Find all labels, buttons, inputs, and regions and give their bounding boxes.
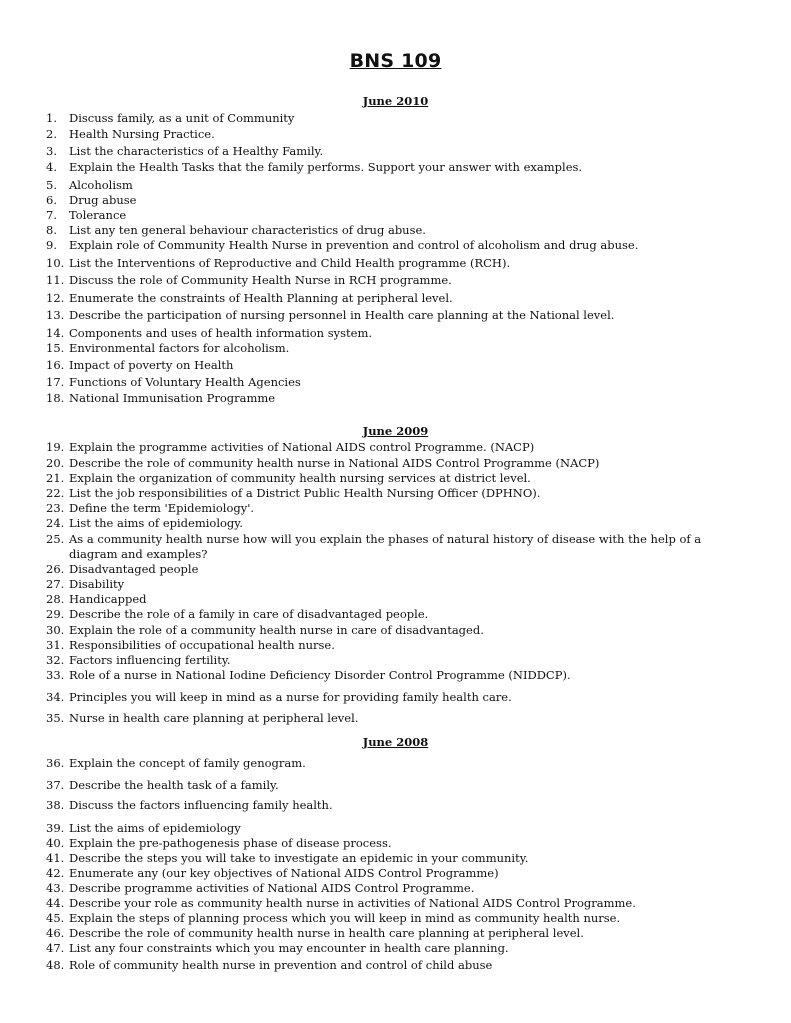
- question-text: Disability: [69, 577, 125, 591]
- question-number: 26.: [46, 562, 65, 576]
- question-text: Principles you will keep in mind as a nurse for providing family health care.: [69, 690, 512, 704]
- question-item: [46, 592, 746, 607]
- question-text: Discuss family, as a unit of Community: [69, 111, 295, 125]
- question-item: [46, 653, 746, 668]
- question-item: [46, 471, 746, 486]
- question-item: [46, 881, 746, 896]
- question-number: 37.: [46, 778, 65, 792]
- question-number: 35.: [46, 711, 65, 725]
- question-text: Describe the steps you will take to investigate an epidemic in your community.: [69, 851, 529, 865]
- question-item: [46, 607, 746, 622]
- question-item: [46, 456, 746, 471]
- question-text: List the aims of epidemiology.: [69, 516, 243, 530]
- question-text: Explain the pre-pathogenesis phase of disease process.: [69, 836, 392, 850]
- question-number: 44.: [46, 896, 65, 910]
- question-number: 15.: [46, 341, 65, 355]
- question-number: 30.: [46, 623, 65, 637]
- question-text: Alcoholism: [69, 178, 133, 192]
- question-number: 40.: [46, 836, 65, 850]
- question-item: [46, 638, 746, 653]
- question-text: Describe the role of community health nurse in National AIDS Control Programme (NACP): [69, 456, 600, 470]
- question-item: [46, 341, 746, 356]
- question-number: 2.: [46, 127, 57, 141]
- question-text: List the characteristics of a Healthy Family.: [69, 144, 324, 158]
- question-text: List any ten general behaviour characteristics of drug abuse.: [69, 223, 426, 237]
- question-number: 23.: [46, 501, 65, 515]
- question-text: Describe the participation of nursing personnel in Health care planning at the National level.: [69, 308, 615, 322]
- question-text: As a community health nurse how will you explain the phases of natural history of disease with the help of a diagram and examples?: [69, 532, 702, 562]
- question-item: [46, 486, 746, 501]
- question-item: [46, 756, 746, 771]
- question-item: [46, 223, 746, 238]
- question-number: 43.: [46, 881, 65, 895]
- question-text: Responsibilities of occupational health nurse.: [69, 638, 335, 652]
- question-number: 10.: [46, 256, 65, 270]
- question-number: 11.: [46, 273, 65, 287]
- question-item: [46, 160, 746, 175]
- section-heading: June 2010: [362, 94, 429, 108]
- question-number: 22.: [46, 486, 65, 500]
- question-item: [46, 127, 746, 142]
- question-item: [46, 690, 746, 705]
- question-item: [46, 836, 746, 851]
- question-text: Enumerate the constraints of Health Planning at peripheral level.: [69, 291, 453, 305]
- question-number: 47.: [46, 941, 65, 955]
- question-number: 25.: [46, 532, 65, 546]
- question-number: 29.: [46, 607, 65, 621]
- question-item: [46, 958, 746, 973]
- question-item: [46, 866, 746, 881]
- question-item: [46, 911, 746, 926]
- question-text: Role of community health nurse in prevention and control of child abuse: [69, 958, 493, 972]
- question-number: 21.: [46, 471, 65, 485]
- question-item: [46, 193, 746, 208]
- question-number: 12.: [46, 291, 65, 305]
- question-text: Health Nursing Practice.: [69, 127, 215, 141]
- question-number: 34.: [46, 690, 65, 704]
- question-text: Discuss the role of Community Health Nurse in RCH programme.: [69, 273, 452, 287]
- question-text: Drug abuse: [69, 193, 137, 207]
- question-number: 28.: [46, 592, 65, 606]
- question-item: [46, 256, 746, 271]
- question-text: Describe programme activities of National AIDS Control Programme.: [69, 881, 475, 895]
- question-text: Describe the health task of a family.: [69, 778, 279, 792]
- question-text: Disadvantaged people: [69, 562, 199, 576]
- question-item: [46, 711, 746, 726]
- question-text: Describe your role as community health nurse in activities of National AIDS Control Programme.: [69, 896, 636, 910]
- question-number: 24.: [46, 516, 65, 530]
- question-item: [46, 440, 746, 455]
- question-number: 6.: [46, 193, 57, 207]
- question-number: 31.: [46, 638, 65, 652]
- question-text: Impact of poverty on Health: [69, 358, 234, 372]
- question-text: List the aims of epidemiology: [69, 821, 241, 835]
- question-item: [46, 778, 746, 793]
- question-text: Tolerance: [69, 208, 127, 222]
- question-item: [46, 668, 746, 683]
- question-text: List the Interventions of Reproductive and Child Health programme (RCH).: [69, 256, 511, 270]
- question-number: 5.: [46, 178, 57, 192]
- question-number: 3.: [46, 144, 57, 158]
- question-number: 19.: [46, 440, 65, 454]
- question-item: [46, 144, 746, 159]
- question-text: Explain the role of a community health nurse in care of disadvantaged.: [69, 623, 484, 637]
- question-item: [46, 623, 746, 638]
- question-item: [46, 516, 746, 531]
- question-item: [46, 577, 746, 592]
- question-number: 18.: [46, 391, 65, 405]
- question-text: Nurse in health care planning at peripheral level.: [69, 711, 359, 725]
- question-text: Discuss the factors influencing family health.: [69, 798, 333, 812]
- question-text: Enumerate any (our key objectives of National AIDS Control Programme): [69, 866, 499, 880]
- question-number: 32.: [46, 653, 65, 667]
- question-number: 14.: [46, 326, 65, 340]
- question-item: [46, 308, 746, 323]
- question-text: Functions of Voluntary Health Agencies: [69, 375, 301, 389]
- question-number: 45.: [46, 911, 65, 925]
- question-text: Explain the organization of community health nursing services at district level.: [69, 471, 531, 485]
- question-item: [46, 291, 746, 306]
- question-item: [46, 941, 746, 956]
- question-number: 20.: [46, 456, 65, 470]
- question-text: List any four constraints which you may encounter in health care planning.: [69, 941, 509, 955]
- question-text: Explain the programme activities of National AIDS control Programme. (NACP): [69, 440, 535, 454]
- section-heading: June 2008: [362, 735, 429, 749]
- question-item: [46, 926, 746, 941]
- question-text: Explain the concept of family genogram.: [69, 756, 306, 770]
- question-text: Explain the steps of planning process which you will keep in mind as community health nurse.: [69, 911, 621, 925]
- question-number: 16.: [46, 358, 65, 372]
- question-number: 48.: [46, 958, 65, 972]
- question-item: [46, 273, 746, 288]
- question-item: [46, 821, 746, 836]
- question-item: [46, 375, 746, 390]
- question-text: Factors influencing fertility.: [69, 653, 231, 667]
- question-item: [46, 391, 746, 406]
- question-item: [46, 358, 746, 373]
- question-number: 38.: [46, 798, 65, 812]
- question-item: [46, 501, 746, 516]
- question-item: [46, 208, 746, 223]
- question-number: 39.: [46, 821, 65, 835]
- section-heading: June 2009: [362, 424, 429, 438]
- question-item: [46, 798, 746, 813]
- question-number: 13.: [46, 308, 65, 322]
- question-text: Describe the role of a family in care of disadvantaged people.: [69, 607, 429, 621]
- question-text: Components and uses of health information system.: [69, 326, 373, 340]
- page-title: BNS 109: [349, 50, 442, 72]
- question-text: Define the term 'Epidemiology'.: [69, 501, 255, 515]
- question-number: 17.: [46, 375, 65, 389]
- question-text: Explain role of Community Health Nurse in prevention and control of alcoholism and drug abuse.: [69, 238, 639, 252]
- question-text: Explain the Health Tasks that the family performs. Support your answer with examples.: [69, 160, 583, 174]
- question-text: Handicapped: [69, 592, 147, 606]
- question-item: [46, 562, 746, 577]
- question-number: 1.: [46, 111, 57, 125]
- question-text: National Immunisation Programme: [69, 391, 276, 405]
- question-text: Environmental factors for alcoholism.: [69, 341, 290, 355]
- question-number: 46.: [46, 926, 65, 940]
- question-number: 4.: [46, 160, 57, 174]
- question-number: 27.: [46, 577, 65, 591]
- question-item: [46, 238, 746, 253]
- question-item: [46, 178, 746, 193]
- question-number: 33.: [46, 668, 65, 682]
- question-text: Describe the role of community health nurse in health care planning at peripheral level.: [69, 926, 584, 940]
- question-text: Role of a nurse in National Iodine Deficiency Disorder Control Programme (NIDDCP).: [69, 668, 571, 682]
- question-number: 42.: [46, 866, 65, 880]
- question-number: 7.: [46, 208, 57, 222]
- question-item: [46, 896, 746, 911]
- question-number: 41.: [46, 851, 65, 865]
- question-text: List the job responsibilities of a District Public Health Nursing Officer (DPHNO).: [69, 486, 541, 500]
- question-number: 9.: [46, 238, 57, 252]
- question-item: [46, 851, 746, 866]
- question-item: [46, 532, 746, 563]
- question-item: [46, 326, 746, 341]
- question-item: [46, 111, 746, 126]
- question-number: 8.: [46, 223, 57, 237]
- question-number: 36.: [46, 756, 65, 770]
